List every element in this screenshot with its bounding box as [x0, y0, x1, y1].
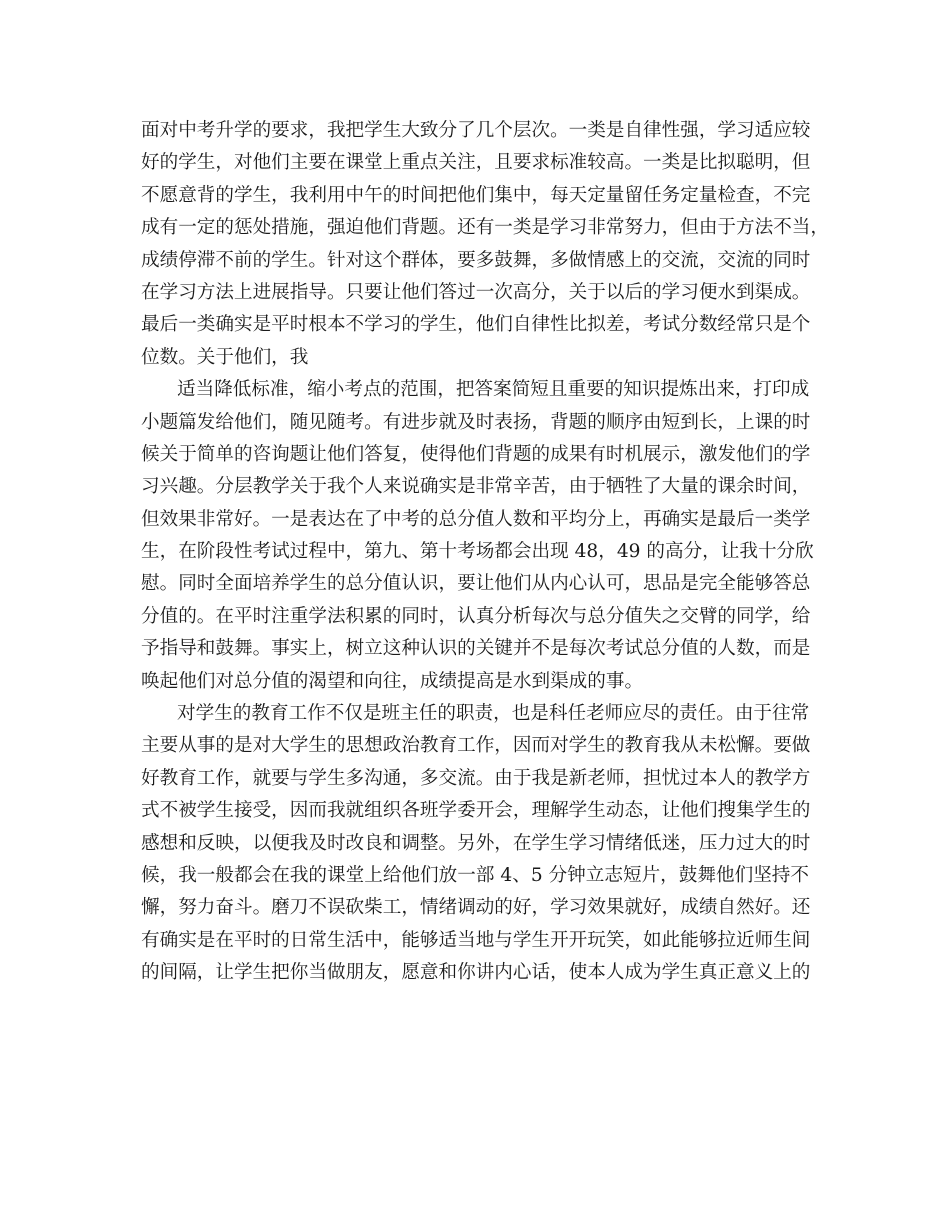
- text-line: 感想和反映，以便我及时改良和调整。另外，在学生学习情绪低迷，压力过大的时: [141, 832, 811, 854]
- text-line: 位数。关于他们，我: [141, 346, 309, 368]
- text-line: 式不被学生接受，因而我就组织各班学委开会，理解学生动态，让他们搜集学生的: [141, 800, 811, 822]
- text-line: 唤起他们对总分值的渴望和向往，成绩提高是水到渠成的事。: [141, 670, 644, 692]
- text-line: 候，我一般都会在我的课堂上给他们放一部 4、5 分钟立志短片，鼓舞他们坚持不: [141, 864, 809, 886]
- text-line: 成有一定的惩处措施，强迫他们背题。还有一类是学习非常努力，但由于方法不当，: [141, 217, 829, 239]
- paragraph-2: [141, 374, 814, 698]
- text-line: 习兴趣。分层教学关于我个人来说确实是非常辛苦，由于牺牲了大量的课余时间，: [141, 476, 811, 498]
- text-line: 不愿意背的学生，我利用中午的时间把他们集中，每天定量留任务定量检查，不完: [141, 184, 811, 206]
- text-line: 好教育工作，就要与学生多沟通，多交流。由于我是新老师，担忧过本人的教学方: [141, 767, 811, 789]
- text-line: 适当降低标准，缩小考点的范围，把答案简短且重要的知识提炼出来，打印成: [177, 379, 810, 401]
- text-line: 面对中考升学的要求，我把学生大致分了几个层次。一类是自律性强，学习适应较: [141, 120, 811, 141]
- text-line: 候关于简单的咨询题让他们答复，使得他们背题的成果有时机展示，激发他们的学: [141, 443, 811, 465]
- text-line: 最后一类确实是平时根本不学习的学生，他们自律性比拟差，考试分数经常只是个: [141, 314, 811, 336]
- document-body: [141, 115, 829, 990]
- text-line: 分值的。在平时注重学法积累的同时，认真分析每次与总分值失之交臂的同学，给: [141, 605, 811, 627]
- text-line: 的间隔，让学生把你当做朋友，愿意和你讲内心话，使本人成为学生真正意义上的: [141, 962, 811, 984]
- text-line: 予指导和鼓舞。事实上，树立这种认识的关键并不是每次考试总分值的人数，而是: [141, 638, 811, 660]
- text-line: 主要从事的是对大学生的思想政治教育工作，因而对学生的教育我从未松懈。要做: [141, 735, 811, 757]
- text-line: 慰。同时全面培养学生的总分值认识，要让他们从内心认可，思品是完全能够答总: [141, 573, 811, 595]
- text-line: 但效果非常好。一是表达在了中考的总分值人数和平均分上，再确实是最后一类学: [141, 508, 811, 530]
- paragraph-1: [141, 115, 829, 374]
- text-line: 在学习方法上进展指导。只要让他们答过一次高分，关于以后的学习便水到渠成。: [141, 281, 811, 303]
- text-line: 小题篇发给他们，随见随考。有进步就及时表扬，背题的顺序由短到长，上课的时: [141, 411, 811, 433]
- text-line: 好的学生，对他们主要在课堂上重点关注，且要求标准较高。一类是比拟聪明，但: [141, 152, 811, 174]
- text-line: 有确实是在平时的日常生活中，能够适当地与学生开开玩笑，如此能够拉近师生间: [141, 929, 811, 951]
- text-line: 懈，努力奋斗。磨刀不误砍柴工，情绪调动的好，学习效果就好，成绩自然好。还: [141, 897, 811, 919]
- text-line: 成绩停滞不前的学生。针对这个群体，要多鼓舞，多做情感上的交流，交流的同时: [141, 249, 811, 271]
- text-line: 生，在阶段性考试过程中，第九、第十考场都会出现 48，49 的高分，让我十分欣: [141, 541, 814, 563]
- paragraph-3: [141, 698, 809, 990]
- text-line: 对学生的教育工作不仅是班主任的职责，也是科任老师应尽的责任。由于往常: [177, 703, 810, 725]
